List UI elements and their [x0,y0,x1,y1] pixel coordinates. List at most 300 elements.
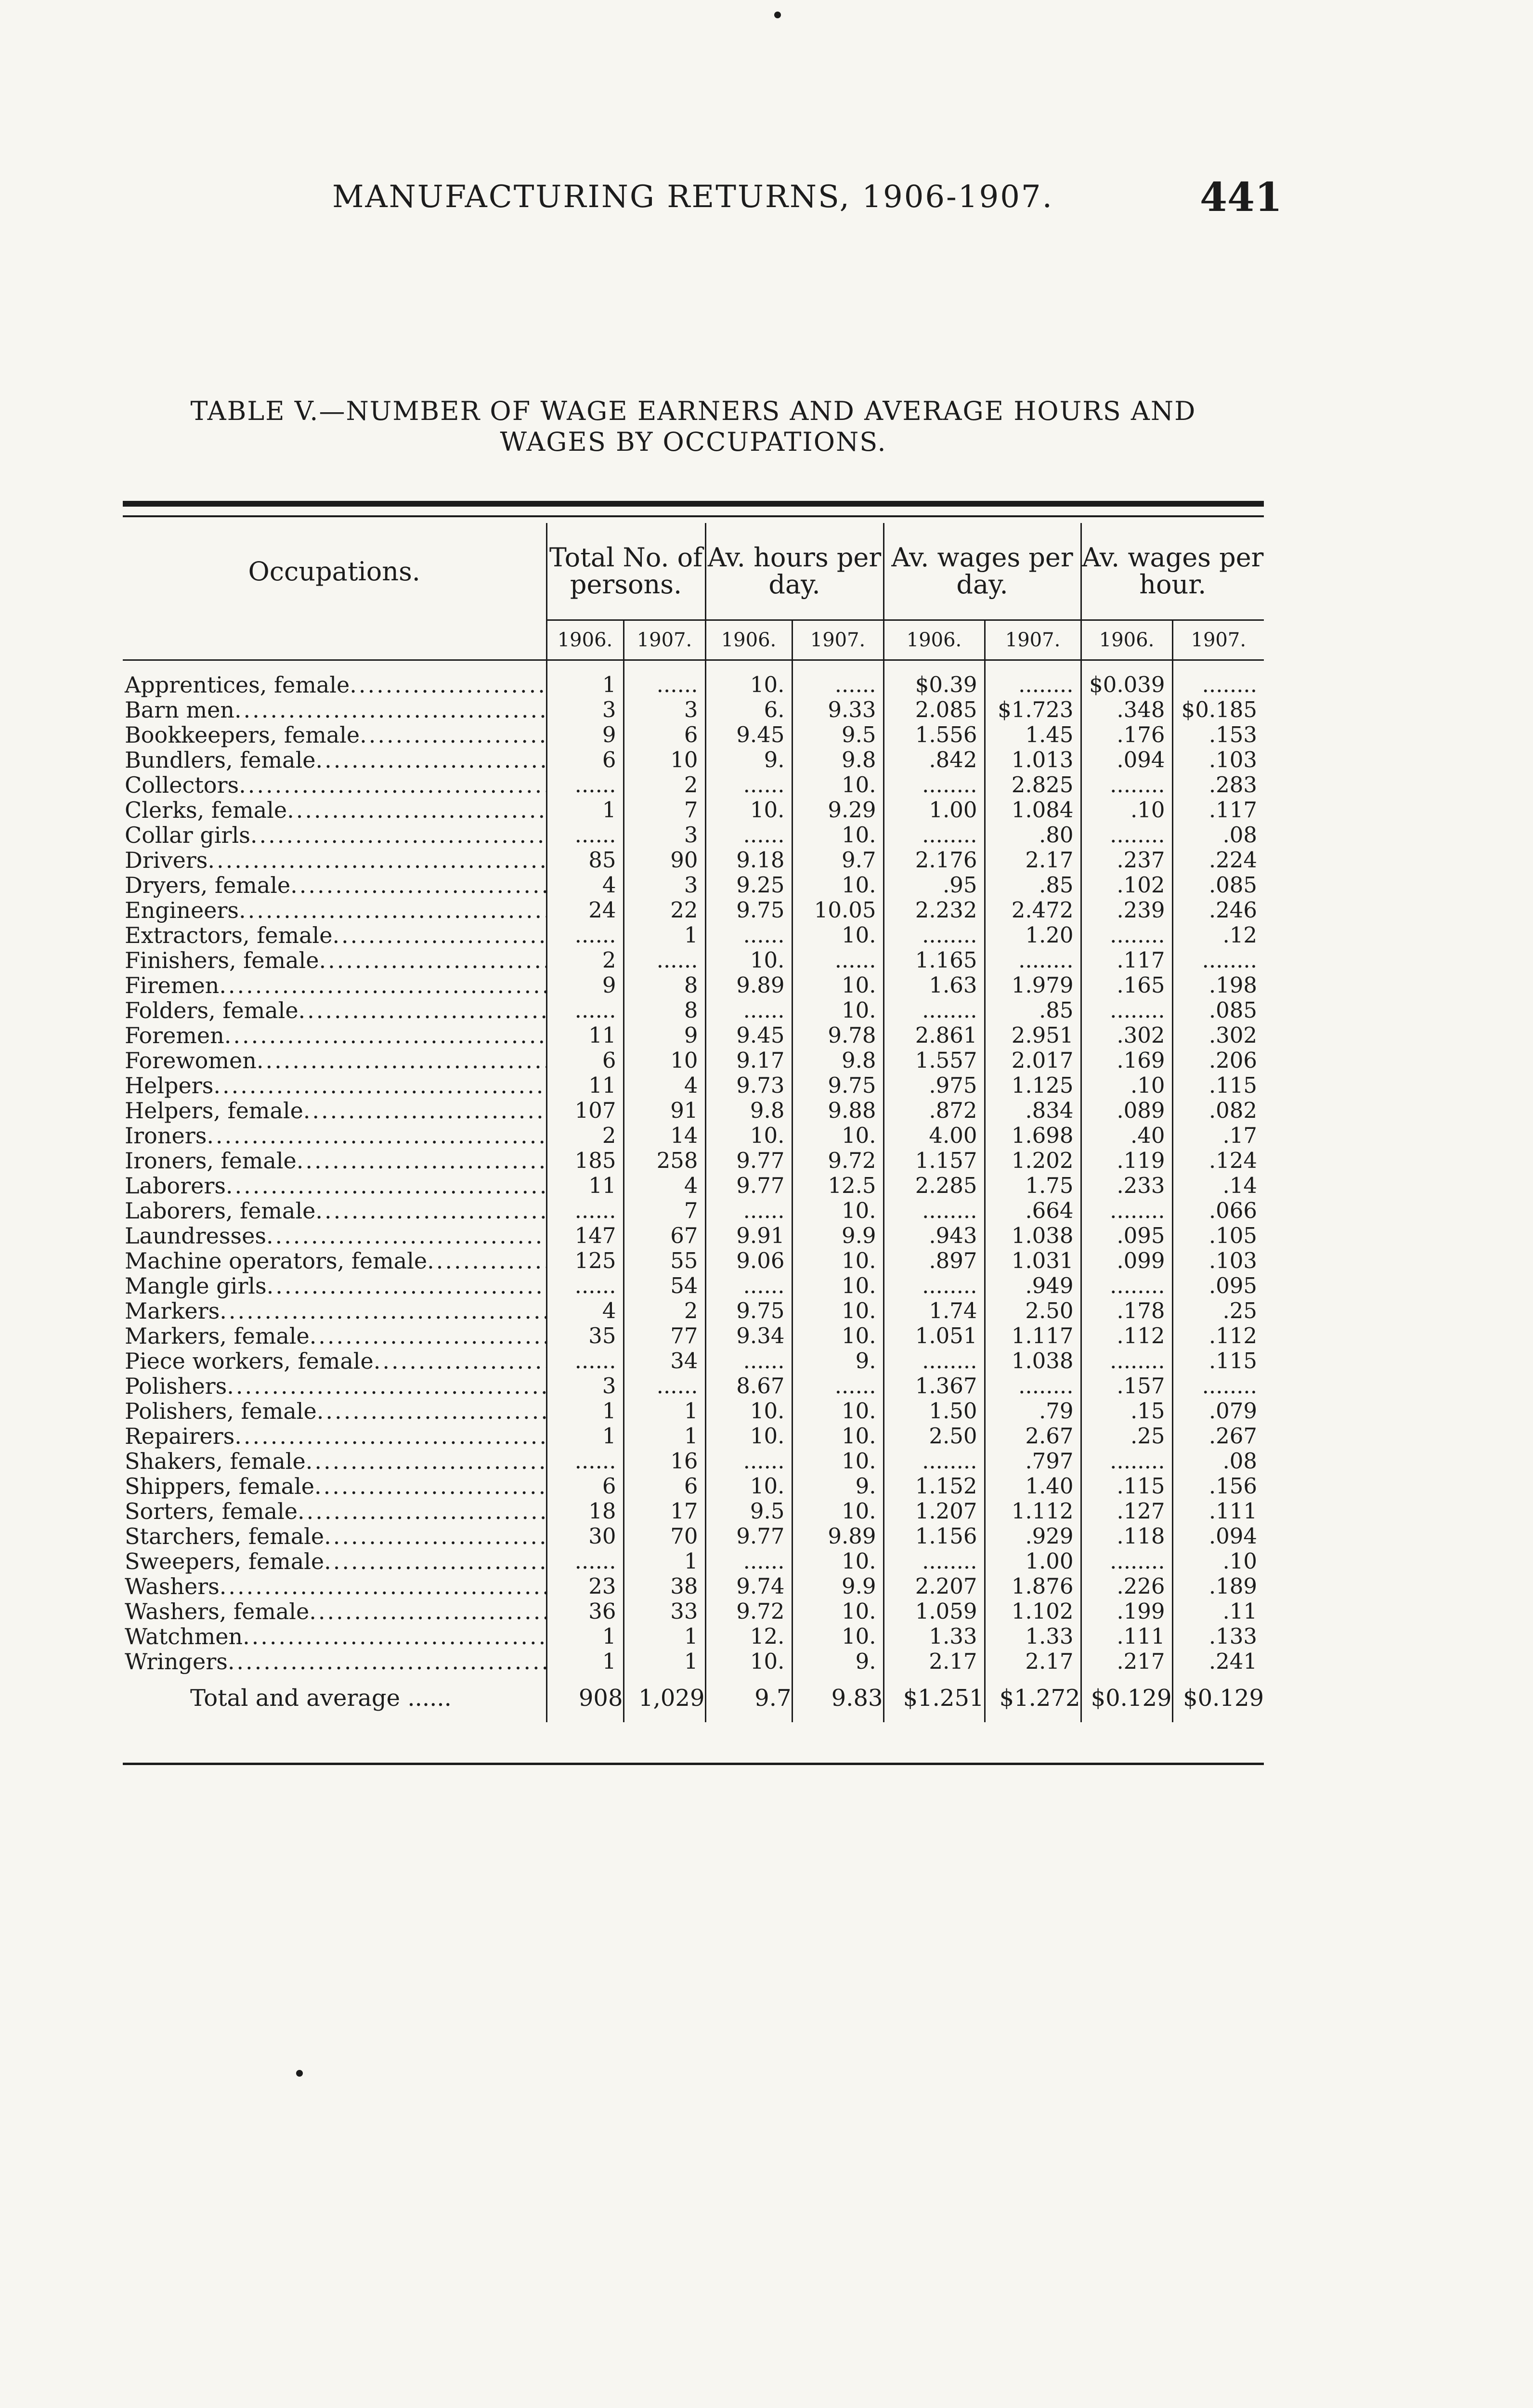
table-cell: 1.74 [883,1298,985,1323]
table-cell: 185 [546,1148,624,1173]
table-row [123,772,1264,798]
table-cell: 23 [546,1574,624,1599]
table-cell: 10. [705,798,792,823]
leader-dots [299,998,546,1023]
occupation-label: Laundresses [125,1223,266,1248]
occupation-name [123,798,546,823]
table-cell: ...... [624,948,705,973]
table-cell: 9.89 [792,1524,883,1549]
table-row [123,1173,1264,1198]
occupation-name [123,772,546,798]
table-cell: 9.9 [792,1574,883,1599]
table-cell: .206 [1172,1048,1264,1073]
table-cell: 55 [624,1248,705,1273]
table-row [123,1223,1264,1248]
table-cell: 147 [546,1223,624,1248]
table-cell: 1.979 [985,973,1081,998]
table-cell: .897 [883,1248,985,1273]
occupation-label: Laborers, female [125,1198,316,1223]
table-title-line-2: WAGES BY OCCUPATIONS. [500,427,887,457]
leader-dots [208,848,546,873]
table-cell: 9.33 [792,697,883,722]
table-cell: 36 [546,1599,624,1624]
table-cell: ........ [883,1549,985,1574]
occupation-name [123,660,546,698]
table-cell: 9.91 [705,1223,792,1248]
table-cell: ...... [705,772,792,798]
table-cell: 9.75 [792,1073,883,1098]
table-cell: 30 [546,1524,624,1549]
table-cell: 77 [624,1323,705,1348]
table-cell: 2.17 [883,1649,985,1674]
table-cell: 2.861 [883,1023,985,1048]
table-cell: 9 [546,722,624,747]
table-cell: ...... [705,1198,792,1223]
table-cell: .834 [985,1098,1081,1123]
occupation-label: Laborers [125,1173,226,1198]
table-cell: .239 [1081,898,1172,923]
table-cell: 10. [792,1298,883,1323]
table-cell: 1.165 [883,948,985,973]
table-cell: .95 [883,873,985,898]
table-cell: 2 [546,948,624,973]
leader-dots [266,1223,546,1248]
table-cell: 9.9 [792,1223,883,1248]
occupation-label: Bookkeepers, female [125,722,360,747]
table-cell: 1.00 [985,1549,1081,1574]
table-cell: 9.34 [705,1323,792,1348]
occupation-name [123,1649,546,1674]
table-cell: .11 [1172,1599,1264,1624]
occupation-name [123,1323,546,1348]
table-row [123,898,1264,923]
leader-dots [316,747,546,772]
table-cell: .199 [1081,1599,1172,1624]
table-body [123,660,1264,1675]
table-row [123,1549,1264,1574]
occupation-label: Helpers [125,1073,214,1098]
occupation-name [123,1098,546,1123]
table-cell: .156 [1172,1474,1264,1499]
table-cell: ........ [1081,1449,1172,1474]
table-cell: 17 [624,1499,705,1524]
table-cell: ........ [1081,1549,1172,1574]
occupation-name [123,1424,546,1449]
header-row [123,523,1264,620]
occupation-label: Shakers, female [125,1449,306,1474]
table-cell: .975 [883,1073,985,1098]
table-cell: 1 [624,1399,705,1424]
table-cell: 1.698 [985,1123,1081,1148]
table-row [123,1574,1264,1599]
leader-dots [360,722,546,747]
table-cell: ...... [705,823,792,848]
table-cell: .943 [883,1223,985,1248]
occupation-name [123,722,546,747]
leader-dots [227,1374,546,1399]
year-1907: 1907. [985,620,1081,660]
table-cell: 2.017 [985,1048,1081,1073]
leader-dots [219,973,546,998]
table-cell: $0.185 [1172,697,1264,722]
table-cell: 67 [624,1223,705,1248]
table-cell: 6 [624,722,705,747]
table-cell: ...... [546,1549,624,1574]
table-cell: 2.825 [985,772,1081,798]
table-cell: .217 [1081,1649,1172,1674]
table-cell: .198 [1172,973,1264,998]
table-cell: 3 [546,697,624,722]
occupation-name [123,848,546,873]
table-cell: 8.67 [705,1374,792,1399]
table-cell: 10. [792,998,883,1023]
table-cell: 9.75 [705,898,792,923]
occupation-label: Helpers, female [125,1098,303,1123]
occupation-label: Starchers, female [125,1524,325,1549]
table-cell: ...... [546,1348,624,1374]
table-cell: .10 [1172,1549,1264,1574]
table-cell: 1 [546,1624,624,1649]
table-cell: .118 [1081,1524,1172,1549]
table-cell: 6 [546,747,624,772]
table-cell: 9.89 [705,973,792,998]
table-cell: 11 [546,1173,624,1198]
table-cell: 33 [624,1599,705,1624]
table-cell: .241 [1172,1649,1264,1674]
table-cell: 7 [624,798,705,823]
table-cell: 9.45 [705,1023,792,1048]
table-cell: .115 [1172,1073,1264,1098]
table-cell: 9.06 [705,1248,792,1273]
year-row [123,620,1264,660]
table-cell: 1.20 [985,923,1081,948]
col-av-wages-hour: Av. wages per hour. [1081,523,1264,620]
table-row [123,1424,1264,1449]
table-cell: 4 [546,1298,624,1323]
table-cell: 9.8 [792,1048,883,1073]
table-cell: ........ [883,1348,985,1374]
table-cell: 10. [705,1123,792,1148]
leader-dots [257,1048,546,1073]
table-cell: 35 [546,1323,624,1348]
table-cell: .169 [1081,1048,1172,1073]
table-cell: 1.557 [883,1048,985,1073]
leader-dots [234,1424,546,1449]
occupation-name [123,1198,546,1223]
table-cell: .17 [1172,1123,1264,1148]
table-cell: 14 [624,1123,705,1148]
table-cell: .165 [1081,973,1172,998]
table-cell: 2.17 [985,848,1081,873]
table-cell: .25 [1081,1424,1172,1449]
table-cell: .085 [1172,873,1264,898]
table-cell: ...... [624,1374,705,1399]
table-cell: ...... [792,948,883,973]
table-cell: 9.74 [705,1574,792,1599]
table-cell: ........ [883,1449,985,1474]
table-cell: .115 [1172,1348,1264,1374]
table-cell: .119 [1081,1148,1172,1173]
table-cell: 10. [792,1123,883,1148]
table-cell: .302 [1081,1023,1172,1048]
table-row [123,1624,1264,1649]
occupation-name [123,1248,546,1273]
leader-dots [324,1549,546,1574]
table-cell: .127 [1081,1499,1172,1524]
occupation-label: Mangle girls [125,1273,267,1298]
running-head: MANUFACTURING RETURNS, 1906-1907. [332,179,1053,215]
table-cell: 2.17 [985,1649,1081,1674]
occupation-name [123,1048,546,1073]
table-cell: .08 [1172,1449,1264,1474]
print-speck [296,2070,303,2077]
table-cell: 2.176 [883,848,985,873]
table-cell: 10. [705,1399,792,1424]
table-row [123,873,1264,898]
table-cell: 1 [624,1424,705,1449]
table-cell: ...... [705,1273,792,1298]
table-cell: 9 [546,973,624,998]
occupation-label: Markers [125,1298,220,1323]
table-cell: .25 [1172,1298,1264,1323]
occupation-label: Dryers, female [125,873,291,898]
table-row [123,1499,1264,1524]
table-cell: 125 [546,1248,624,1273]
occupation-label: Markers, female [125,1323,310,1348]
table-cell: .14 [1172,1173,1264,1198]
occupation-label: Washers [125,1574,220,1599]
table-cell: 10. [792,1549,883,1574]
table-cell: .082 [1172,1098,1264,1123]
table-row [123,722,1264,747]
table-cell: 1 [546,660,624,698]
total-cell: $1.272 [985,1674,1081,1722]
table-cell: .178 [1081,1298,1172,1323]
table-cell: 1.157 [883,1148,985,1173]
table-cell: 1.63 [883,973,985,998]
table-row [123,1449,1264,1474]
table-cell: ...... [624,660,705,698]
table-cell: ...... [705,1449,792,1474]
table-row [123,948,1264,973]
table-cell: .094 [1172,1524,1264,1549]
leader-dots [303,1098,546,1123]
table-row [123,747,1264,772]
table-row [123,1248,1264,1273]
col-av-hours: Av. hours per day. [705,523,883,620]
table-cell: ........ [883,772,985,798]
leader-dots [297,1148,546,1173]
table-cell: .302 [1172,1023,1264,1048]
leader-dots [350,672,546,697]
occupation-name [123,1348,546,1374]
table-cell: .233 [1081,1173,1172,1198]
table-cell: 258 [624,1148,705,1173]
table-cell: ...... [546,1449,624,1474]
table-cell: 4 [624,1173,705,1198]
total-cell: $0.129 [1172,1674,1264,1722]
table-cell: ........ [1081,772,1172,798]
table-cell: .105 [1172,1223,1264,1248]
occupation-label: Polishers [125,1374,227,1399]
table-cell: 1.031 [985,1248,1081,1273]
page-number: 441 [1200,174,1283,221]
occupation-label: Forewomen [125,1048,257,1073]
table-cell: .80 [985,823,1081,848]
table-cell: 9. [792,1474,883,1499]
table-cell: .094 [1081,747,1172,772]
table-cell: 9.75 [705,1298,792,1323]
total-label: Total and average ...... [190,1685,452,1712]
leader-dots [332,923,546,948]
occupation-name [123,823,546,848]
year-1907: 1907. [792,620,883,660]
table-cell: .79 [985,1399,1081,1424]
table-cell: 24 [546,898,624,923]
table-cell: 10. [792,772,883,798]
table-cell: 1.40 [985,1474,1081,1499]
table-cell: 9.78 [792,1023,883,1048]
table-cell: 1.059 [883,1599,985,1624]
leader-dots [220,1298,546,1323]
leader-dots [317,1399,546,1424]
table-row [123,1148,1264,1173]
table-cell: .103 [1172,747,1264,772]
table-cell: .664 [985,1198,1081,1223]
table-cell: 9. [792,1649,883,1674]
table-cell: 2 [546,1123,624,1148]
table-cell: 1.013 [985,747,1081,772]
table-cell: 10. [792,1599,883,1624]
table-cell: 54 [624,1273,705,1298]
occupation-name [123,873,546,898]
table-cell: 10. [792,1273,883,1298]
leader-dots [234,697,546,722]
table-cell: 1.051 [883,1323,985,1348]
table-cell: 10. [792,823,883,848]
table-cell: ........ [883,923,985,948]
total-cell: $0.129 [1081,1674,1172,1722]
table-cell: 34 [624,1348,705,1374]
table-cell: 2.232 [883,898,985,923]
wages-table [123,523,1264,1722]
table-cell: 1.75 [985,1173,1081,1198]
table-cell: 9.88 [792,1098,883,1123]
table-cell: .85 [985,873,1081,898]
table-cell: 1.038 [985,1348,1081,1374]
table-cell: 9.73 [705,1073,792,1098]
table-cell: .10 [1081,798,1172,823]
table-cell: .237 [1081,848,1172,873]
occupation-label: Firemen [125,973,220,998]
table-cell: 1.117 [985,1323,1081,1348]
table-cell: 1 [624,1549,705,1574]
occupation-name [123,1599,546,1624]
table-cell: 2 [624,1298,705,1323]
table-cell: 10. [705,1474,792,1499]
top-rule-thick [123,501,1264,507]
table-cell: .117 [1172,798,1264,823]
table-cell: .797 [985,1449,1081,1474]
occupation-name [123,1123,546,1148]
table-cell: 9.7 [792,848,883,873]
table-cell: ........ [1081,1198,1172,1223]
occupation-label: Polishers, female [125,1399,317,1424]
table-cell: 9.77 [705,1173,792,1198]
table-row [123,1023,1264,1048]
table-cell: 9.18 [705,848,792,873]
table-cell: 9.45 [705,722,792,747]
table-cell: .929 [985,1524,1081,1549]
total-cell: 1,029 [624,1674,705,1722]
occupation-label: Machine operators, female [125,1248,428,1273]
table-cell: 9 [624,1023,705,1048]
year-1906: 1906. [705,620,792,660]
table-cell: 6. [705,697,792,722]
occupation-name [123,1173,546,1198]
occupation-label: Ironers [125,1123,207,1148]
table-cell: ........ [883,1273,985,1298]
table-cell: 7 [624,1198,705,1223]
total-cell: 908 [546,1674,624,1722]
occupation-name [123,1449,546,1474]
occupation-name [123,1524,546,1549]
table-cell: ...... [546,1198,624,1223]
table-cell: 6 [546,1048,624,1073]
table-cell: .267 [1172,1424,1264,1449]
table-cell: ...... [546,823,624,848]
occupation-name [123,1474,546,1499]
table-cell: 9.25 [705,873,792,898]
table-cell: ...... [705,1348,792,1374]
leader-dots [220,1574,546,1599]
table-row [123,1323,1264,1348]
table-row [123,1098,1264,1123]
total-cell: 9.83 [792,1674,883,1722]
table-cell: 3 [624,873,705,898]
year-1906: 1906. [546,620,624,660]
table-cell: ........ [1172,660,1264,698]
table-row [123,1374,1264,1399]
table-cell: .111 [1172,1499,1264,1524]
occupation-label: Collar girls [125,823,250,848]
occupation-label: Repairers [125,1424,235,1449]
table-cell: 4.00 [883,1123,985,1148]
table-cell: ........ [1172,1374,1264,1399]
year-1907: 1907. [1172,620,1264,660]
table-cell: ........ [1172,948,1264,973]
table-row [123,1524,1264,1549]
leader-dots [243,1624,546,1649]
table-row [123,1298,1264,1323]
leader-dots [374,1348,546,1374]
table-row [123,1649,1264,1674]
table-cell: 107 [546,1098,624,1123]
table-cell: 10. [792,1449,883,1474]
occupation-name [123,1023,546,1048]
table-row [123,998,1264,1023]
table-cell: 1 [546,1399,624,1424]
leader-dots [315,1198,546,1223]
leader-dots [250,823,546,848]
total-cell: 9.7 [705,1674,792,1722]
occupation-label: Foremen [125,1023,224,1048]
table-cell: .102 [1081,873,1172,898]
table-cell: 9.5 [792,722,883,747]
table-cell: 2.50 [985,1298,1081,1323]
occupation-label: Engineers [125,898,239,923]
table-cell: 10. [792,1198,883,1223]
